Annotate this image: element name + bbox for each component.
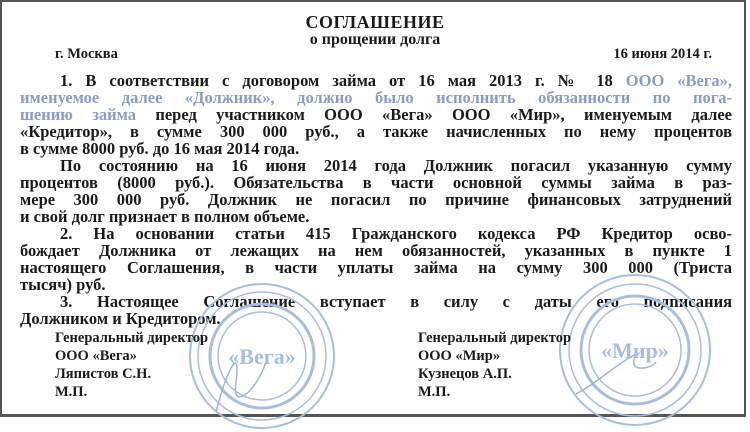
body-text: перед участником ООО «Вега» ООО «Мир», именуемым далее (135, 105, 732, 124)
body-text: «Кредитор», в сумме 300 000 руб., а также начисленных по нему процентов (20, 122, 732, 141)
signer-name: Кузнецов А.П. (418, 366, 512, 382)
body-line (20, 106, 732, 123)
body-text: По состоянию на 16 июня 2014 года Должник погасил указанную сумму (60, 156, 732, 175)
body-line (20, 157, 732, 174)
body-line (20, 208, 732, 225)
body-text: 1. В соответствии с договором займа от 16 мая 2013 г. № 18 (60, 71, 626, 90)
signer-name: Ляпистов С.Н. (55, 366, 152, 382)
body-line (20, 72, 732, 89)
signer-company: ООО «Вега» (55, 348, 137, 364)
stamp-mir-text: «Мир» (601, 338, 669, 363)
seal-label: М.П. (418, 384, 451, 400)
signer-company: ООО «Мир» (418, 348, 501, 364)
highlighted-text: шению займа (20, 105, 136, 124)
body-line (20, 191, 732, 208)
body-text: настоящего Соглашения, в части уплаты займа на сумму 300 000 (Триста (20, 258, 732, 277)
body-line (20, 89, 732, 106)
body-text: мере 300 000 руб. Должник не погасил по причине финансовых затруднений (20, 190, 732, 209)
date: 16 июня 2014 г. (613, 46, 712, 62)
body-text: Должником и Кредитором. (20, 309, 221, 328)
body-text: процентов (8000 руб.). Обязательства в части основной суммы займа в раз- (20, 173, 732, 192)
stamp-mir (556, 274, 714, 430)
body-text: 2. На основании статьи 415 Гражданского кодекса РФ Кредитор осво- (60, 224, 732, 243)
body-line (20, 140, 732, 157)
highlighted-text: именуемое далее «Должник», должно было исполнить обязанности по пога- (20, 88, 732, 107)
highlighted-text: ООО «Вега», (625, 71, 732, 90)
body-text: тысяч) руб. (20, 275, 106, 294)
seal-label: М.П. (55, 384, 88, 400)
signer-position: Генеральный директор (418, 330, 572, 346)
stamp-vega (186, 282, 338, 432)
stamp-vega-text: «Вега» (228, 344, 296, 369)
signer-position: Генеральный директор (55, 330, 209, 346)
body-text: бождает Должника от лежащих на нем обязанностей, указанных в пункте 1 (20, 241, 732, 260)
body-line (20, 174, 732, 191)
body-text: в сумме 8000 руб. до 16 мая 2014 года. (20, 139, 300, 158)
body-line (20, 123, 732, 140)
body-text: и свой долг признает в полном объеме. (20, 207, 310, 226)
body-line (20, 242, 732, 259)
body-line (20, 225, 732, 242)
document-title: СОГЛАШЕНИЕ (305, 12, 445, 32)
signature-block-mir (418, 329, 571, 401)
city: г. Москва (55, 46, 118, 62)
body-text: 3. Настоящее Соглашение вступает в силу с даты его подписания (60, 292, 732, 311)
document-subtitle: о прощении долга (309, 31, 441, 48)
signature-block-vega (55, 329, 208, 401)
